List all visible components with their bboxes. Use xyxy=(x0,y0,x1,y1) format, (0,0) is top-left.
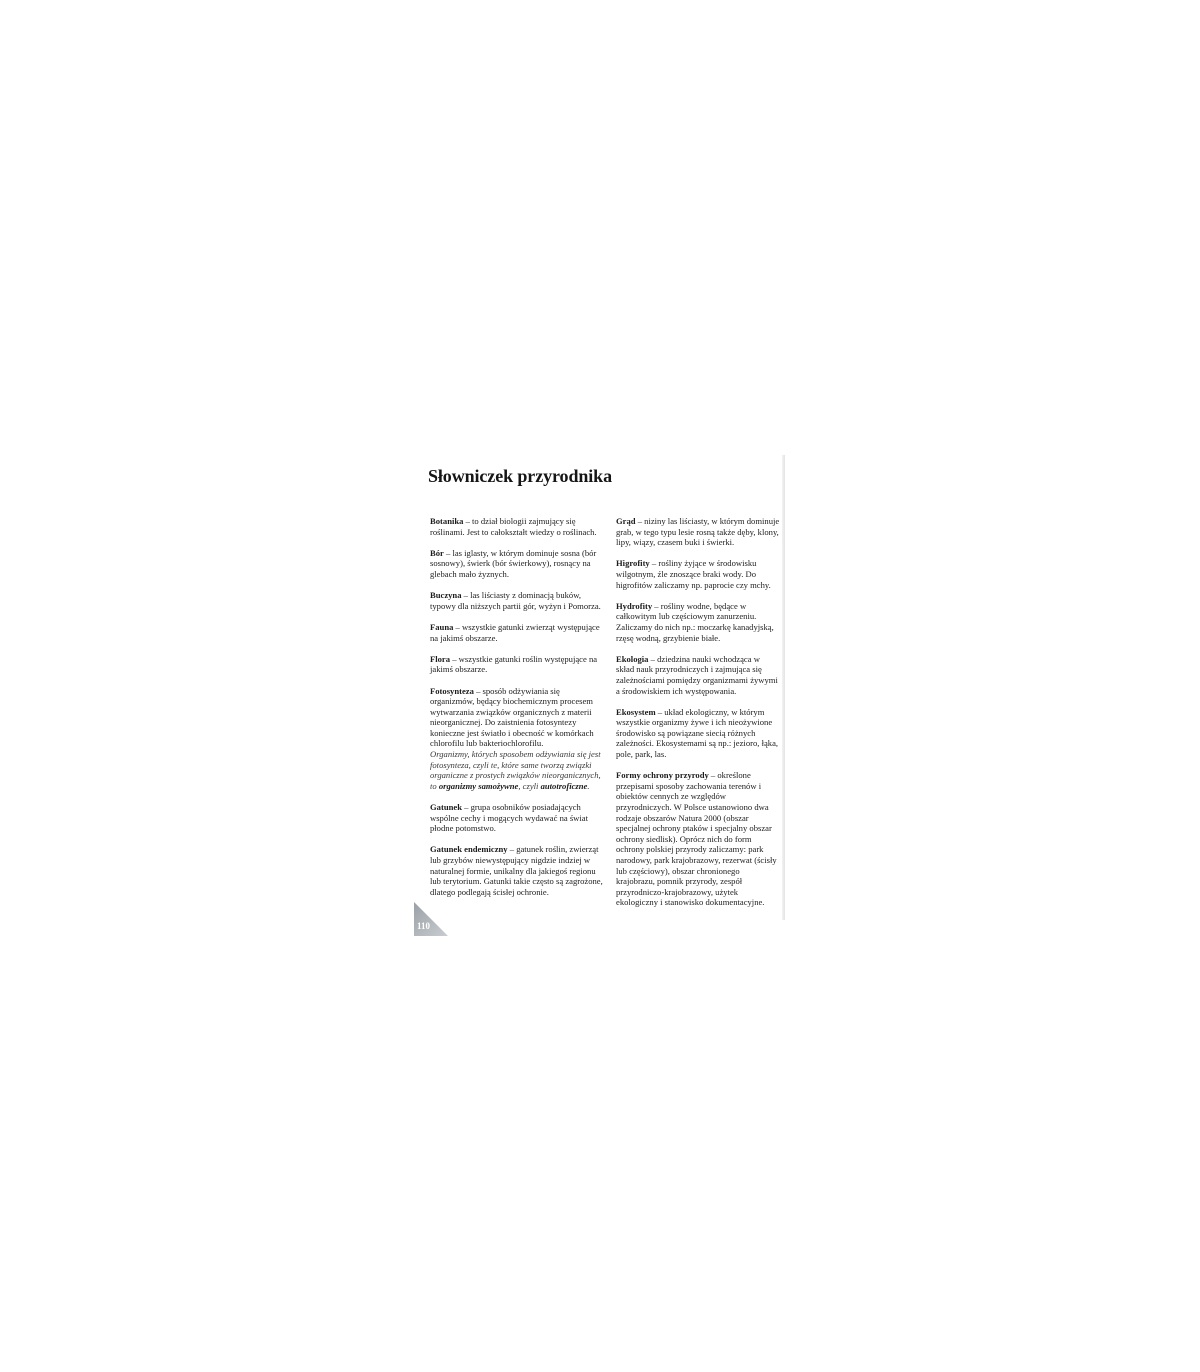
glossary-term: Flora xyxy=(430,653,451,664)
glossary-definition: – rośliny żyjące w środowisku wilgotnym, źle znoszące braki wody. Do higrofitów zaliczamy np. paprocie czy mchy. xyxy=(616,558,771,590)
glossary-entry xyxy=(616,654,780,696)
glossary-term: Botanika xyxy=(430,516,464,526)
glossary-definition: – układ ekologiczny, w którym wszystkie organizmy żywe i ich nieożywione środowisko są powiązane siecią różnych zależności. Ekosystemami są np.: jezioro, łąka, pole, park, las. xyxy=(616,706,779,760)
glossary-entry xyxy=(430,802,606,834)
glossary-note-text: , czyli xyxy=(518,780,541,791)
glossary-term: Bór xyxy=(430,547,444,558)
glossary-term: Buczyna xyxy=(430,590,462,601)
glossary-definition: – gatunek roślin, zwierząt lub grzybów niewystępujący nigdzie indziej w naturalnej formie, unikalny dla jakiegoś regionu lub terytorium. Gatunki takie często są zagrożone, dlatego podlegają ścisłej ochronie. xyxy=(430,844,603,897)
glossary-term: Ekologia xyxy=(616,653,649,664)
glossary-definition: – grupa osobników posiadających wspólne cechy i mogących wydawać na świat płodne potomstwo. xyxy=(430,802,588,834)
glossary-term: Hydrofity xyxy=(616,600,653,611)
glossary-definition: – sposób odżywiania się organizmów, będący biochemicznym procesem wytwarzania związków organicznych z materii nieorganicznej. Do zaistnienia fotosyntezy konieczne jest światło i obecność w komórkach chlorofilu lub bakteriochlorofilu. xyxy=(430,685,594,749)
glossary-entry xyxy=(430,548,606,580)
glossary-definition: – określone przepisami sposoby zachowania terenów i obiektów cennych ze względów przyrodniczych. W Polsce ustanowiono dwa rodzaje obszarów Natura 2000 (obszar specjalnej ochrony ptaków i specjalny obszar ochrony siedlisk). Oprócz nich do form ochrony polskiej przyrody zaliczamy: park narodowy, park krajobrazowy, rezerwat (ścisły lub częściowy), obszar chronionego krajobrazu, pomnik przyrody, zespół przyrodniczo-krajobrazowy, użytek ekologiczny i stanowisko dokumentacyjne. xyxy=(616,770,777,908)
glossary-entry xyxy=(616,770,780,908)
glossary-term: Fauna xyxy=(430,621,454,632)
glossary-entry xyxy=(430,844,606,897)
glossary-term: Gatunek endemiczny xyxy=(430,844,508,855)
page-title: Słowniczek przyrodnika xyxy=(428,466,612,486)
glossary-definition: – las iglasty, w którym dominuje sosna (bór sosnowy), świerk (bór świerkowy), rosnący na glebach mało żyznych. xyxy=(430,547,597,579)
glossary-definition: – dziedzina nauki wchodząca w skład nauk przyrodniczych i zajmująca się zależnościami pomiędzy organizmami żywymi a środowiskiem ich występowania. xyxy=(616,653,778,696)
glossary-definition: – wszystkie gatunki roślin występujące na jakimś obszarze. xyxy=(430,653,598,675)
glossary-column-left xyxy=(430,516,606,908)
page-edge-shadow xyxy=(782,455,785,920)
glossary-column-right xyxy=(616,516,780,919)
glossary-entry xyxy=(430,622,606,643)
glossary-definition: – to dział biologii zajmujący się roślinami. Jest to całokształt wiedzy o roślinach. xyxy=(430,516,597,537)
glossary-note xyxy=(430,749,606,791)
glossary-entry xyxy=(430,654,606,675)
glossary-term: Ekosystem xyxy=(616,706,656,717)
glossary-term: Higrofity xyxy=(616,558,650,569)
glossary-entry xyxy=(616,707,780,760)
glossary-entry xyxy=(616,516,780,548)
glossary-definition: – niziny las liściasty, w którym dominuje grab, w tego typu lesie rosną także dęby, klony, lipy, wiązy, czasem buki i świerki. xyxy=(616,516,780,548)
page-number: 110 xyxy=(417,921,431,931)
glossary-definition: – wszystkie gatunki zwierząt występujące na jakimś obszarze. xyxy=(430,621,600,643)
glossary-entry xyxy=(616,558,780,590)
glossary-term: Fotosynteza xyxy=(430,685,474,696)
glossary-definition: – rośliny wodne, będące w całkowitym lub częściowym zanurzeniu. Zaliczamy do nich np.: moczarkę kanadyjską, rzęsę wodną, grzybienie białe. xyxy=(616,600,774,643)
glossary-note-bold: organizmy samożywne xyxy=(438,780,519,791)
glossary-term: Formy ochrony przyrody xyxy=(616,770,709,781)
glossary-note-text: . xyxy=(587,780,590,791)
glossary-term: Grąd xyxy=(616,516,636,526)
glossary-term: Gatunek xyxy=(430,802,462,813)
glossary-entry xyxy=(430,686,606,792)
glossary-entry xyxy=(616,601,780,643)
glossary-entry xyxy=(430,590,606,611)
glossary-note-text: Organizmy, których sposobem odżywiania się jest fotosynteza, czyli te, które same tworzą związki organiczne z prostych związków nieorganicznych, to xyxy=(430,749,601,791)
glossary-note-bold: autotroficzne xyxy=(540,780,588,791)
glossary-entry xyxy=(430,516,606,537)
glossary-definition: – las liściasty z dominacją buków, typowy dla niższych partii gór, wyżyn i Pomorza. xyxy=(430,590,601,611)
